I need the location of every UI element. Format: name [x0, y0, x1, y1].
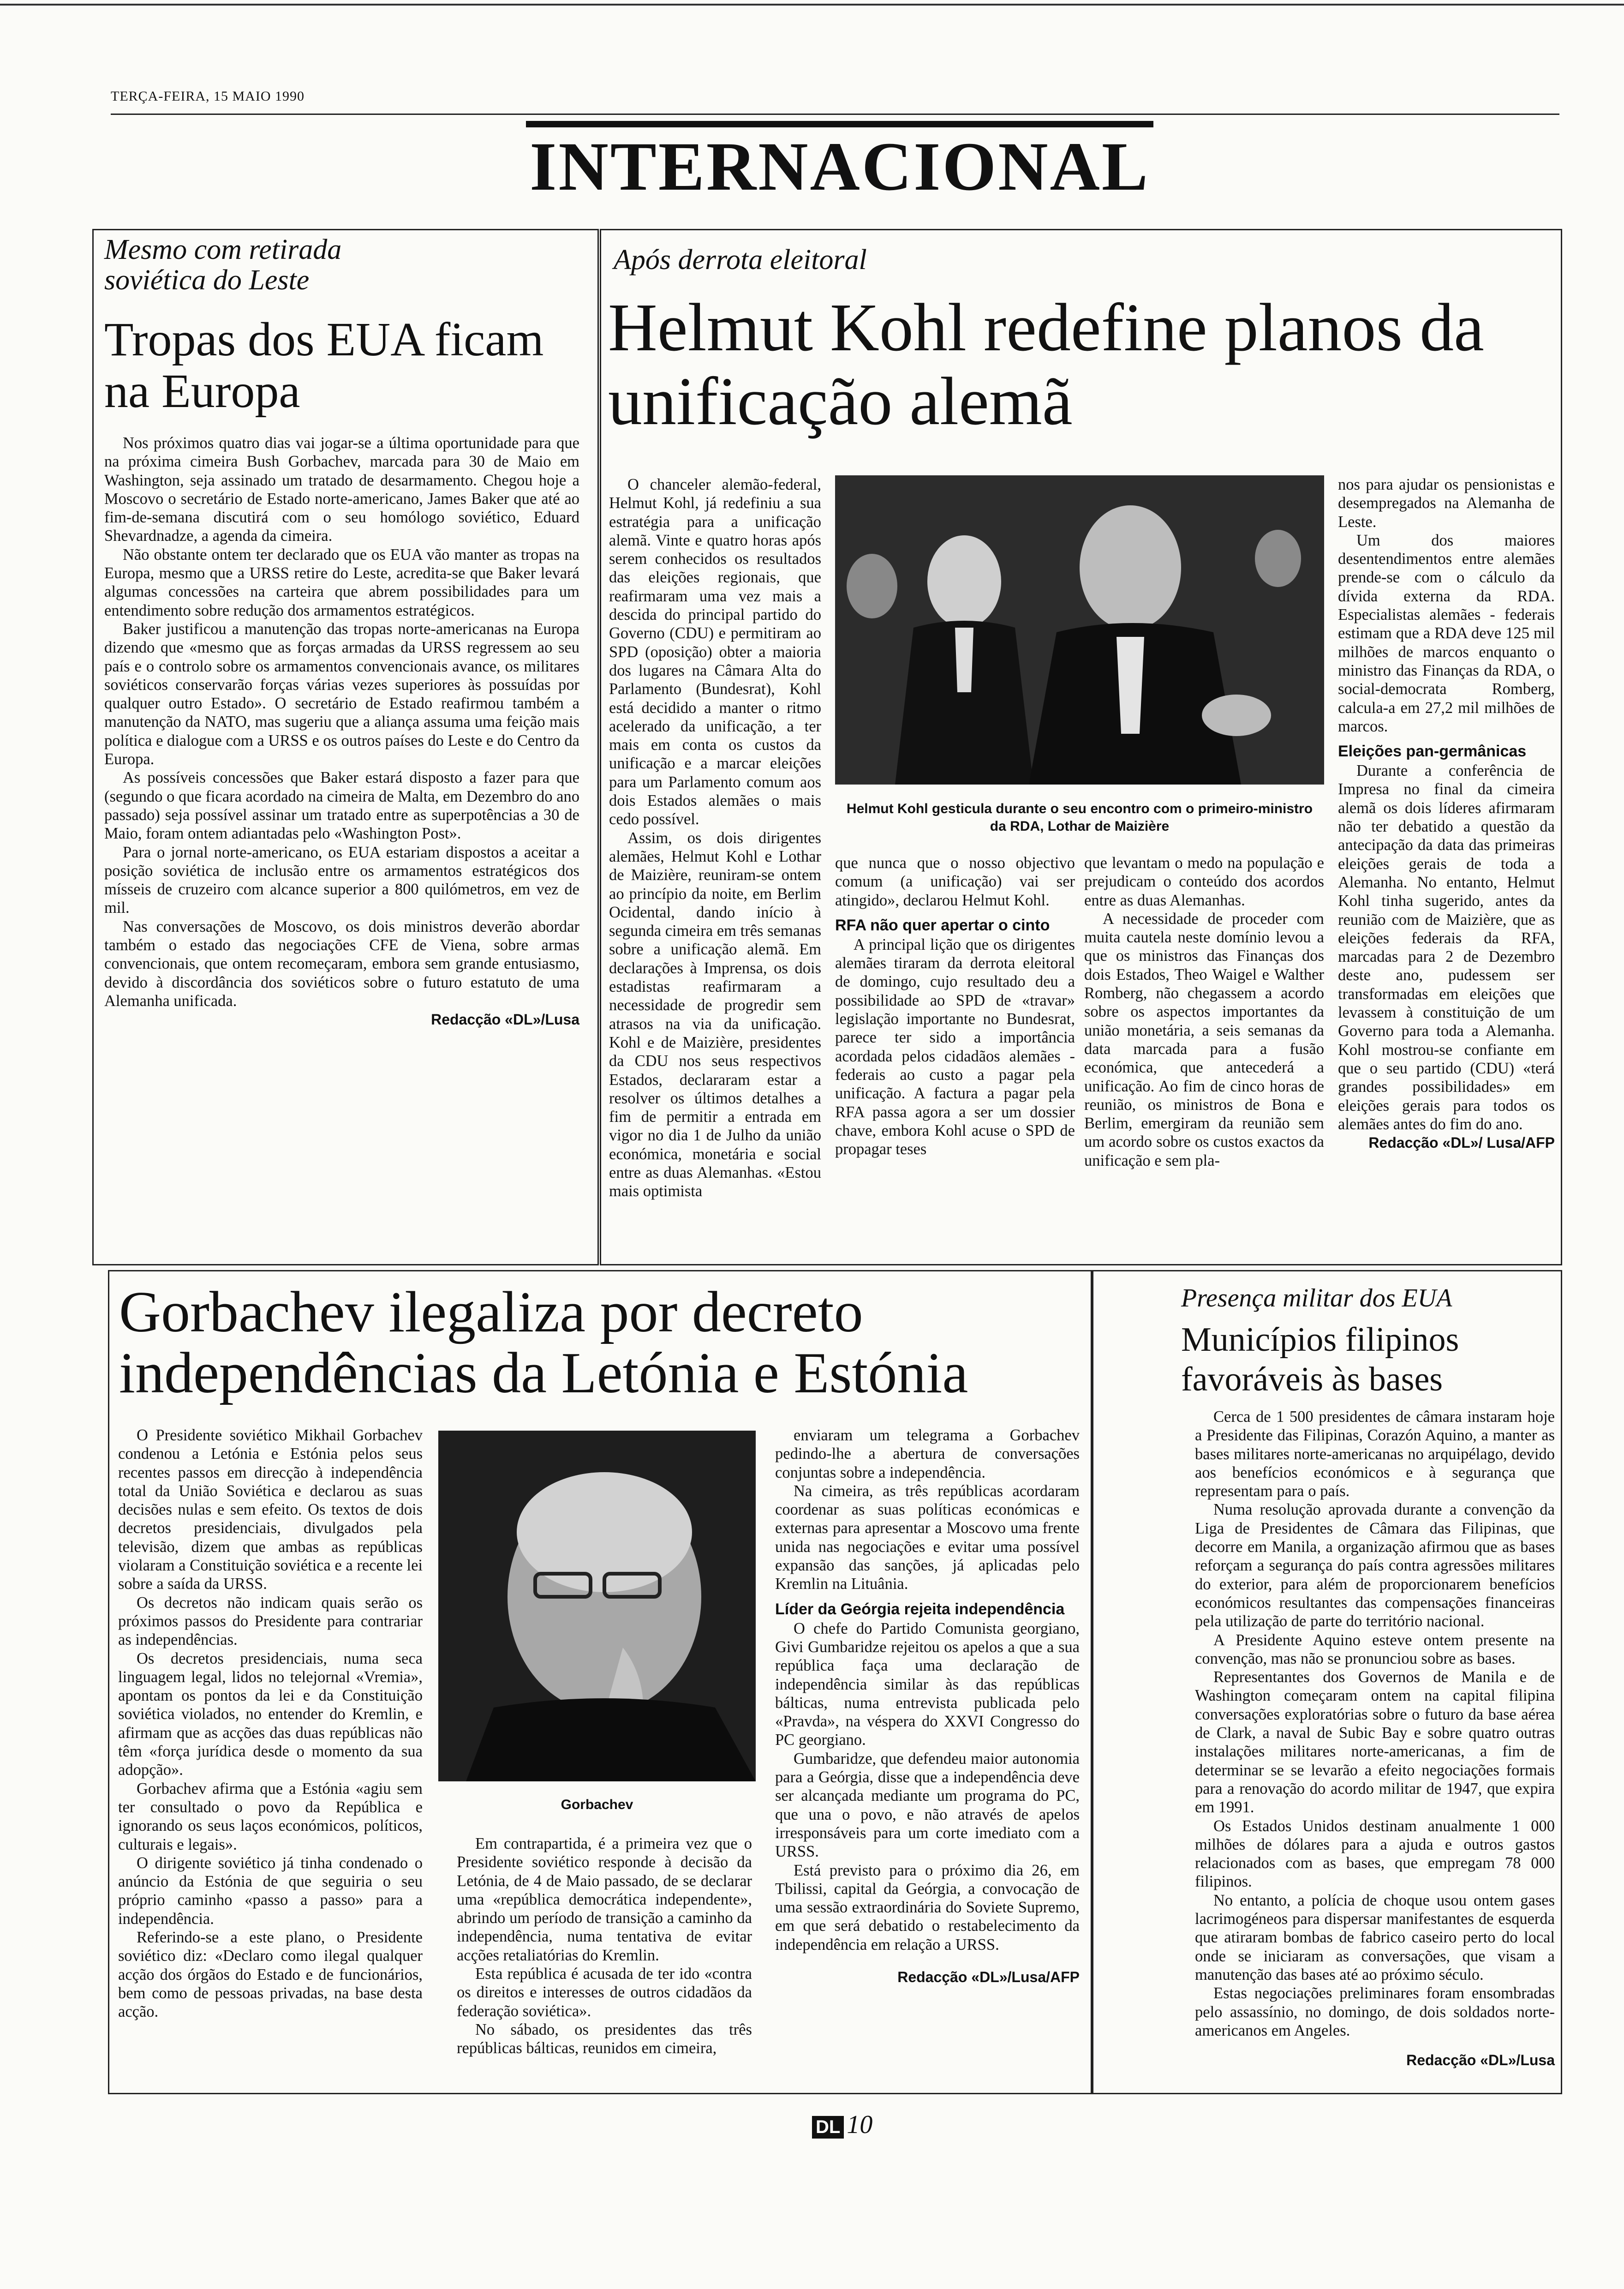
paragraph: Um dos maiores desentendimentos entre alemães prende-se com o cálculo da dívida externa da RDA. Especialistas alemães - federais estimam que a RDA deve 125 mil milhões de marcos enquanto o ministro das Finanças da RDA, o social-democrata Romberg, calcula-a em 27,2 mil milhões de marcos. — [1338, 531, 1555, 735]
paragraph: Gorbachev afirma que a Estónia «agiu sem ter consultado o povo da República e ignorando os seus laços económicos, políticos, culturais e legais». — [118, 1780, 423, 1853]
article-kohl-signature: Redacção «DL»/ Lusa/AFP — [1368, 1134, 1555, 1151]
dateline: TERÇA-FEIRA, 15 MAIO 1990 — [111, 89, 304, 104]
paragraph: enviaram um telegrama a Gorbachev pedindo-lhe a abertura de conversações conjuntas sobre a independência. — [775, 1426, 1080, 1481]
paragraph: As possíveis concessões que Baker estará disposto a fazer para que (segundo o que ficara acordado na cimeira de Malta, em Dezembro do ano passado) seja possível assinar um tratado entre as superpotências a 30 de Maio, foram ontem adiantadas pelo «Washington Post». — [104, 769, 579, 843]
paragraph: O dirigente soviético já tinha condenado o anúncio da Estónia de que seguiria o seu próprio caminho «passo a passo» para a independência. — [118, 1854, 423, 1928]
kohl-subhead-rfa: RFA não quer apertar o cinto — [835, 916, 1050, 934]
paragraph: Nos próximos quatro dias vai jogar-se a última oportunidade para que na próxima cimeira Bush Gorbachev, marcada para 30 de Maio em Washington, seja assinado um tratado de desarmamento. Chegou hoje a Moscovo o secretário de Estado norte-americano, James Baker que até ao fim-de-semana discutirá com o seu homólogo soviético, Eduard Shevardnadze, a agenda da cimeira. — [104, 434, 579, 545]
article-gorbachev-col3 — [775, 1426, 1080, 1986]
paragraph: No sábado, os presidentes das três repúblicas bálticas, reunidos em cimeira, — [457, 2020, 752, 2057]
paragraph: Assim, os dois dirigentes alemães, Helmut Kohl e Lothar de Maizière, reuniram-se ontem ao princípio da noite, em Berlim Ocidental, dando início à segunda cimeira em três semanas sobre a unificação alemã. Em declarações à Imprensa, os dois estadistas reafirmaram a necessidade de progredir sem atrasos na via da unificação. Kohl e de Maizière, presidentes da CDU nos seus respectivos Estados, declararam estar a resolver os últimos detalhes a fim de permitir a entrada em vigor no dia 1 de Julho da união económica, monetária e social entre as duas Alemanhas. «Estou mais optimista — [609, 829, 821, 1200]
gorbachev-photo-image — [438, 1431, 756, 1781]
article-tropas-body — [104, 434, 579, 1029]
dl-logo: DL — [812, 2116, 844, 2139]
paragraph: A necessidade de proceder com muita cautela neste domínio levou a que os ministros das Finanças dos dois Estados, Theo Waigel e Walther Romberg, não chegassem a acordo sobre os aspectos importantes da união monetária, a seis semanas da data marcada para a fusão económica, que antecederá a unificação. Ao fim de cinco horas de reunião, os ministros de Bona e Berlim, emergiram da reunião sem um acordo sobre os custos exactos da unificação e sem pla- — [1084, 910, 1324, 1169]
paragraph: nos para ajudar os pensionistas e desempregados na Alemanha de Leste. — [1338, 476, 1555, 531]
paragraph: Os decretos não indicam quais serão os próximos passos do Presidente para contrariar as independências. — [118, 1594, 423, 1649]
paragraph: Durante a conferência de Impresa no final da cimeira alemã os dois líderes afirmaram não ter debatido a questão da antecipação da data das primeiras eleições gerais de toda a Alemanha. No entanto, Helmut Kohl tinha sugerido, antes da reunião com de Maizière, que as eleições federais da RFA, marcadas para 2 de Dezembro deste ano, pudessem ser transformadas em eleições que levassem à constituição de um Governo para toda a Alemanha. Kohl mostrou-se confiante em que o seu partido (CDU) «terá grandes possibilidades» em eleições gerais para todos os alemães antes do fim do ano. — [1338, 762, 1555, 1133]
paragraph: Os Estados Unidos destinam anualmente 1 000 milhões de dólares para a ajuda e outros gastos relacionados com as bases, que empregam 78 000 filipinos. — [1195, 1817, 1555, 1891]
paragraph: Não obstante ontem ter declarado que os EUA vão manter as tropas na Europa, mesmo que a URSS retire do Leste, acredita-se que Baker levará algumas concessões na carteira que abrem possibilidades para um entendimento sobre redução dos armamentos estratégicos. — [104, 545, 579, 619]
article-tropas-signature: Redacção «DL»/Lusa — [431, 1011, 579, 1028]
paragraph: Estas negociações preliminares foram ensombradas pelo assassínio, no domingo, de dois soldados norte-americanos em Angeles. — [1195, 1984, 1555, 2039]
article-gorbachev-col1 — [118, 1426, 423, 2021]
paragraph: A Presidente Aquino esteve ontem presente na convenção, mas não se pronunciou sobre as bases. — [1195, 1631, 1555, 1667]
paragraph: O Presidente soviético Mikhail Gorbachev condenou a Letónia e Estónia pelos seus recentes passos em direcção à independência total da União Soviética e declarou as suas decisões nulas e sem efeito. Os textos de dois decretos presidenciais, divulgados pela televisão, dizem que ambas as repúblicas violaram a Constituição soviética e a recente lei sobre a saída da URSS. — [118, 1426, 423, 1593]
gorbachev-photo-caption: Gorbachev — [561, 1797, 633, 1812]
article-filipinas-kicker: Presença militar dos EUA — [1181, 1284, 1452, 1312]
paragraph: Gumbaridze, que defendeu maior autonomia para a Geórgia, disse que a independência deve ser alcançada mediante um programa do PC, que una o povo, e não através de apelos irresponsáveis para um corte imediato com a URSS. — [775, 1750, 1080, 1861]
kohl-photo — [835, 475, 1324, 785]
paragraph: Baker justificou a manutenção das tropas norte-americanas na Europa dizendo que «mesmo que as forças armadas da URSS regressem ao seu país e o controlo sobre os armamentos convencionais avance, os militares soviéticos conservarão forças várias vezes superiores às possuídas por qualquer outro Estado». O secretário de Estado reafirmou também a manutenção da NATO, mas sugeriu que a aliança assuma uma feição mais política e dialogue com a URSS e os outros países do Leste e do Centro da Europa. — [104, 620, 579, 768]
paragraph: Numa resolução aprovada durante a convenção da Liga de Presidentes de Câmara das Filipinas, que decorre em Manila, a organização afirmou que as bases reforçam a segurança do país contra agressões militares do exterior, para além de proporcionarem benefícios económicos resultantes das compensações financeiras pela utilização de parte do território nacional. — [1195, 1501, 1555, 1630]
article-kohl-headline: Helmut Kohl redefine planos da unificação alemã — [608, 290, 1484, 439]
paragraph: Esta república é acusada de ter ido «contra os direitos e interesses de outros cidadãos da federação soviética». — [457, 1965, 752, 2020]
kohl-subhead-eleicoes: Eleições pan-germânicas — [1338, 743, 1527, 761]
article-tropas-kicker: Mesmo com retirada soviética do Leste — [104, 234, 342, 296]
article-kohl-col4 — [1338, 475, 1555, 1152]
paragraph: Nas conversações de Moscovo, os dois ministros deverão abordar também o estado das negociações CFE de Viena, sobre armas convencionais, que ontem recomeçaram, embora sem grande entusiasmo, devido à discordância dos soviéticos sobre o futuro estatuto de uma Alemanha unificada. — [104, 917, 579, 1010]
paragraph: A principal lição que os dirigentes alemães tiraram da derrota eleitoral de domingo, cujo resultado deu a possibilidade ao SPD de «travar» legislação importante no Bundesrat, parece ter sido a importância acordada pelos cidadãos alemães - federais ao custo a pagar pela unificação. A factura a pagar pela RFA passa agora a ser um dossier chave, embora Kohl acuse o SPD de propagar teses — [835, 935, 1075, 1158]
paragraph: O chefe do Partido Comunista georgiano, Givi Gumbaridze rejeitou os apelos a que a sua república faça uma declaração de independência similar às das repúblicas bálticas, numa entrevista publicada pelo «Pravda», na véspera do XXVI Congresso do PC georgiano. — [775, 1619, 1080, 1749]
paragraph: O chanceler alemão-federal, Helmut Kohl, já redefiniu a sua estratégia para a unificação alemã. Vinte e quatro horas após serem conhecidos os resultados das eleições regionais, que reafirmaram uma vez mais a descida do principal partido do Governo (CDU) e permitiram ao SPD (oposição) obter a maioria dos lugares na Câmara Alta do Parlamento (Bundesrat), Kohl está decidido a manter o ritmo acelerado da unificação, a ter mais em conta os custos da unificação e a marcar eleições para um Parlamento comum aos dois Estados alemães o mais cedo possível. — [609, 476, 821, 828]
section-title: INTERNACIONAL — [530, 128, 1150, 205]
paragraph: Em contrapartida, é a primeira vez que o Presidente soviético responde à decisão da Letónia, de 4 de Maio passado, de se declarar uma «república democrática independente», abrindo um período de transição a caminho da independência, numa tentativa de evitar acções retaliatórias do Kremlin. — [457, 1835, 752, 1964]
section-bar — [526, 121, 1153, 127]
dateline-rule — [111, 114, 1559, 115]
page-footer — [812, 2110, 872, 2139]
gorbachev-photo — [438, 1431, 756, 1781]
paragraph: Referindo-se a este plano, o Presidente soviético diz: «Declaro como ilegal qualquer acção dos órgãos do Estado e de funcionários, bem como de pessoas privadas, na base desta acção. — [118, 1929, 423, 2021]
article-filipinas-signature: Redacção «DL»/Lusa — [1406, 2052, 1555, 2069]
article-filipinas-body — [1195, 1408, 1555, 2069]
article-kohl-col1 — [609, 475, 821, 1201]
article-kohl-kicker: Após derrota eleitoral — [614, 244, 867, 276]
page-number: 10 — [847, 2110, 873, 2139]
paragraph: Cerca de 1 500 presidentes de câmara instaram hoje a Presidente das Filipinas, Corazón Aquino, a manter as bases militares norte-americanas no arquipélago, devido aos benefícios económicos e à segurança que representam para o país. — [1195, 1408, 1555, 1500]
paragraph: que levantam o medo na população e prejudicam o conteúdo dos acordos entre as duas Alemanhas. — [1084, 854, 1324, 909]
paragraph: Na cimeira, as três repúblicas acordaram coordenar as suas políticas económicas e externas para apresentar a Moscovo uma frente unida nas negociações e evitar uma possível expansão das sanções, já aplicadas pelo Kremlin na Lituânia. — [775, 1482, 1080, 1593]
paragraph: Representantes dos Governos de Manila e de Washington começaram ontem na capital filipina conversações exploratórias sobre o futuro da base aérea de Clark, a naval de Subic Bay e sobre quatro outras instalações militares norte-americanas, a fim de determinar se se levarão a efeito negociações formais para a renovação do acordo militar de 1947, que expira em 1991. — [1195, 1668, 1555, 1816]
paragraph: Está previsto para o próximo dia 26, em Tbilissi, capital da Geórgia, a convocação de uma sessão extraordinária do Soviete Supremo, em que será debatido o restabelecimento da independência em relação a URSS. — [775, 1861, 1080, 1953]
article-kohl-col2 — [835, 854, 1075, 1158]
top-rule — [0, 4, 1624, 6]
paragraph: No entanto, a polícia de choque usou ontem gases lacrimogéneos para dispersar manifestantes de esquerda que atiraram bombas de fabrico caseiro perto do local onde se iniciaram as conversações, que visam a manutenção das bases até ao próximo século. — [1195, 1891, 1555, 1983]
article-gorbachev-headline: Gorbachev ilegaliza por decreto independências da Letónia e Estónia — [119, 1280, 968, 1405]
article-tropas-headline: Tropas dos EUA ficam na Europa — [104, 313, 544, 418]
paragraph: que nunca que o nosso objectivo comum (a unificação) vai ser atingido», declarou Helmut Kohl. — [835, 854, 1075, 909]
paragraph: Os decretos presidenciais, numa seca linguagem legal, lidos no telejornal «Vremia», apontam os pontos da lei e da Constituição soviética violados, no entender do Kremlin, e afirmam que as acções das duas repúblicas não têm «força jurídica desde o momento da sua adopção». — [118, 1649, 423, 1779]
kohl-photo-image — [835, 475, 1324, 785]
paragraph: Para o jornal norte-americano, os EUA estariam dispostos a aceitar a posição soviética de inclusão entre os armamentos estratégicos dos mísseis de cruzeiro com alcance superior a 800 quilómetros, em vez de mil. — [104, 843, 579, 917]
article-filipinas-headline: Municípios filipinos favoráveis às bases — [1181, 1321, 1459, 1398]
gorbachev-subhead-georgia: Líder da Geórgia rejeita independência — [775, 1600, 1065, 1618]
article-gorbachev-signature: Redacção «DL»/Lusa/AFP — [897, 1969, 1080, 1986]
article-gorbachev-col2 — [457, 1834, 752, 2058]
article-kohl-col3 — [1084, 854, 1324, 1170]
kohl-photo-caption: Helmut Kohl gesticula durante o seu encontro com o primeiro-ministro da RDA, Lothar de Maizière — [846, 801, 1313, 834]
